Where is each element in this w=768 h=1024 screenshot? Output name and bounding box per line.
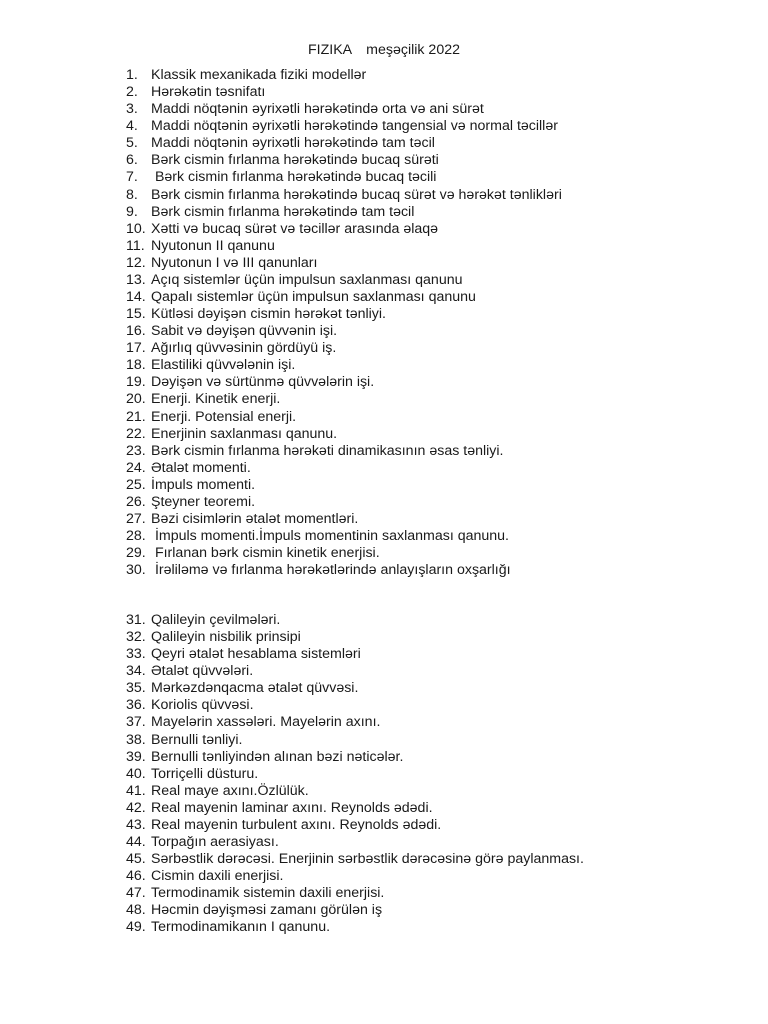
list-item bbox=[126, 152, 439, 169]
item-number: 41. bbox=[126, 782, 146, 799]
item-text: Maddi nöqtənin əyrixətli hərəkətində tangensial və normal təcillər bbox=[151, 118, 558, 135]
item-text: Torriçelli düsturu. bbox=[151, 765, 259, 782]
list-item bbox=[126, 84, 266, 101]
list-item bbox=[126, 816, 442, 834]
item-text: Maddi nöqtənin əyrixətli hərəkətində tam təcil bbox=[151, 135, 435, 152]
page-title bbox=[0, 41, 768, 60]
item-text: Sabit və dəyişən qüvvənin işi. bbox=[151, 323, 338, 340]
item-text: Bernulli tənliyi. bbox=[151, 731, 243, 748]
item-text: Enerji. Potensial enerji. bbox=[151, 408, 297, 425]
item-text: Fırlanan bərk cismin kinetik enerjisi. bbox=[151, 545, 380, 562]
item-number: 31. bbox=[126, 612, 146, 628]
item-number: 47. bbox=[126, 885, 146, 902]
list-item bbox=[126, 629, 301, 646]
list-item bbox=[126, 612, 281, 629]
list-item bbox=[126, 357, 296, 374]
list-item bbox=[126, 220, 439, 238]
item-text: Xətti və bucaq sürət və təcillər arasında əlaqə bbox=[151, 220, 439, 237]
list-item bbox=[126, 254, 318, 272]
item-number: 17. bbox=[126, 340, 146, 357]
item-number: 5. bbox=[126, 135, 138, 152]
item-text: Enerji. Kinetik enerji. bbox=[151, 391, 281, 408]
list-item bbox=[126, 186, 562, 204]
item-number: 9. bbox=[126, 203, 138, 220]
item-number: 16. bbox=[126, 323, 146, 340]
item-text: İrəliləmə və fırlanma hərəkətlərində anlayışların oxşarlığı bbox=[151, 562, 511, 579]
list-item bbox=[126, 169, 437, 186]
list-item bbox=[126, 748, 404, 766]
item-text: Real mayenin laminar axını. Reynolds ədədi. bbox=[151, 799, 433, 816]
item-number: 3. bbox=[126, 101, 138, 118]
item-number: 28. bbox=[126, 528, 146, 545]
list-item bbox=[126, 67, 367, 84]
item-number: 49. bbox=[126, 919, 146, 936]
list-item bbox=[126, 476, 256, 494]
item-text: Nyutonun I və III qanunları bbox=[151, 254, 318, 271]
item-text: İmpuls momenti. bbox=[151, 476, 256, 493]
item-number: 19. bbox=[126, 374, 146, 391]
item-number: 40. bbox=[126, 765, 146, 782]
list-item bbox=[126, 101, 484, 118]
item-number: 4. bbox=[126, 118, 138, 135]
item-text: Mərkəzdənqacma ətalət qüvvəsi. bbox=[151, 680, 359, 697]
list-item bbox=[126, 868, 284, 885]
item-text: İmpuls momenti.İmpuls momentinin saxlanması qanunu. bbox=[151, 528, 509, 545]
topic-list-part-1 bbox=[126, 67, 562, 579]
item-number: 26. bbox=[126, 493, 146, 510]
list-item bbox=[126, 425, 338, 443]
list-item bbox=[126, 799, 433, 817]
item-text: Bərk cismin fırlanma hərəkətində bucaq sürət və hərəkət tənlikləri bbox=[151, 186, 562, 203]
list-item bbox=[126, 528, 509, 545]
item-number: 22. bbox=[126, 425, 146, 442]
list-item bbox=[126, 646, 361, 663]
item-text: Qalileyin nisbilik prinsipi bbox=[151, 629, 301, 646]
item-number: 43. bbox=[126, 816, 146, 833]
list-item bbox=[126, 118, 558, 135]
item-text: Dəyişən və sürtünmə qüvvələrin işi. bbox=[151, 374, 375, 391]
item-text: Bernulli tənliyindən alınan bəzi nəticələr. bbox=[151, 748, 404, 765]
list-item bbox=[126, 340, 337, 357]
list-item bbox=[126, 374, 375, 391]
item-number: 8. bbox=[126, 186, 138, 203]
item-text: Ətalət momenti. bbox=[151, 459, 251, 476]
item-text: Klassik mexanikada fiziki modellər bbox=[151, 67, 367, 83]
list-item bbox=[126, 545, 380, 562]
item-number: 20. bbox=[126, 391, 146, 408]
list-item bbox=[126, 562, 511, 579]
item-number: 27. bbox=[126, 511, 146, 528]
list-item bbox=[126, 442, 504, 460]
item-number: 1. bbox=[126, 67, 138, 83]
list-item bbox=[126, 408, 297, 426]
item-text: Termodinamikanın I qanunu. bbox=[151, 919, 331, 936]
item-number: 12. bbox=[126, 254, 146, 271]
item-text: Bərk cismin fırlanma hərəkəti dinamikasının əsas tənliyi. bbox=[151, 442, 504, 459]
item-text: Bərk cismin fırlanma hərəkətində bucaq sürəti bbox=[151, 152, 439, 169]
item-number: 33. bbox=[126, 646, 146, 663]
item-number: 35. bbox=[126, 680, 146, 697]
list-item bbox=[126, 902, 383, 919]
list-item bbox=[126, 289, 476, 306]
item-text: Qapalı sistemlər üçün impulsun saxlanması qanunu bbox=[151, 289, 476, 306]
item-text: Hərəkətin təsnifatı bbox=[151, 84, 266, 101]
list-item bbox=[126, 391, 281, 408]
item-number: 21. bbox=[126, 408, 146, 425]
list-item bbox=[126, 203, 415, 221]
title-term: meşəçilik 2022 bbox=[366, 42, 460, 58]
item-number: 6. bbox=[126, 152, 138, 169]
list-item bbox=[126, 697, 254, 714]
item-text: Elastiliki qüvvələnin işi. bbox=[151, 357, 296, 374]
list-item bbox=[126, 237, 275, 255]
list-item bbox=[126, 511, 359, 528]
item-text: Sərbəstlik dərəcəsi. Enerjinin sərbəstlik dərəcəsinə görə paylanması. bbox=[151, 851, 584, 868]
item-text: Qeyri ətalət hesablama sistemləri bbox=[151, 646, 361, 663]
item-text: Enerjinin saxlanması qanunu. bbox=[151, 425, 338, 442]
item-text: Termodinamik sistemin daxili enerjisi. bbox=[151, 885, 385, 902]
item-text: Şteyner teoremi. bbox=[151, 493, 256, 510]
item-text: Ətalət qüvvələri. bbox=[151, 663, 254, 680]
topic-list-part-2 bbox=[126, 612, 584, 936]
item-number: 39. bbox=[126, 748, 146, 765]
item-number: 37. bbox=[126, 714, 146, 731]
list-item bbox=[126, 885, 385, 902]
item-text: Nyutonun II qanunu bbox=[151, 237, 275, 254]
item-number: 7. bbox=[126, 169, 138, 186]
item-number: 24. bbox=[126, 459, 146, 476]
list-item bbox=[126, 765, 259, 783]
item-number: 2. bbox=[126, 84, 138, 101]
item-number: 14. bbox=[126, 289, 146, 306]
item-number: 30. bbox=[126, 562, 146, 579]
item-text: Mayelərin xassələri. Mayelərin axını. bbox=[151, 714, 381, 731]
item-text: Bərk cismin fırlanma hərəkətində bucaq təcili bbox=[151, 169, 437, 186]
item-text: Bəzi cisimlərin ətalət momentləri. bbox=[151, 511, 359, 528]
item-text: Cismin daxili enerjisi. bbox=[151, 868, 284, 885]
item-number: 25. bbox=[126, 476, 146, 493]
item-number: 11. bbox=[126, 237, 145, 254]
item-number: 36. bbox=[126, 697, 146, 714]
item-number: 38. bbox=[126, 731, 146, 748]
list-item bbox=[126, 663, 254, 680]
item-number: 10. bbox=[126, 220, 146, 237]
list-item bbox=[126, 714, 381, 731]
item-text: Maddi nöqtənin əyrixətli hərəkətində orta və ani sürət bbox=[151, 101, 484, 118]
item-number: 29. bbox=[126, 545, 146, 562]
list-item bbox=[126, 271, 463, 289]
list-item bbox=[126, 919, 331, 936]
item-number: 13. bbox=[126, 271, 146, 288]
list-item bbox=[126, 459, 251, 477]
item-number: 32. bbox=[126, 629, 146, 646]
item-text: Real mayenin turbulent axını. Reynolds ədədi. bbox=[151, 816, 442, 833]
item-text: Bərk cismin fırlanma hərəkətində tam təcil bbox=[151, 203, 415, 220]
item-number: 46. bbox=[126, 868, 146, 885]
item-number: 34. bbox=[126, 663, 146, 680]
list-item bbox=[126, 680, 359, 697]
list-item bbox=[126, 834, 279, 851]
item-number: 45. bbox=[126, 851, 146, 868]
item-number: 18. bbox=[126, 357, 146, 374]
item-number: 48. bbox=[126, 902, 146, 919]
item-number: 44. bbox=[126, 834, 146, 851]
list-item bbox=[126, 135, 435, 152]
item-text: Açıq sistemlər üçün impulsun saxlanması qanunu bbox=[151, 271, 463, 288]
item-text: Koriolis qüvvəsi. bbox=[151, 697, 254, 714]
list-item bbox=[126, 731, 243, 749]
item-text: Həcmin dəyişməsi zamanı görülən iş bbox=[151, 902, 383, 919]
list-item bbox=[126, 323, 338, 340]
list-item bbox=[126, 851, 584, 868]
item-text: Ağırlıq qüvvəsinin gördüyü iş. bbox=[151, 340, 337, 357]
item-number: 15. bbox=[126, 306, 146, 323]
list-item bbox=[126, 493, 256, 511]
item-text: Qalileyin çevilmələri. bbox=[151, 612, 281, 628]
title-subject: FIZIKA bbox=[308, 42, 353, 58]
list-item bbox=[126, 782, 309, 800]
item-number: 23. bbox=[126, 442, 146, 459]
item-number: 42. bbox=[126, 799, 146, 816]
item-text: Real maye axını.Özlülük. bbox=[151, 782, 309, 799]
item-text: Kütləsi dəyişən cismin hərəkət tənliyi. bbox=[151, 306, 386, 323]
list-item bbox=[126, 306, 386, 323]
item-text: Torpağın aerasiyası. bbox=[151, 834, 279, 851]
